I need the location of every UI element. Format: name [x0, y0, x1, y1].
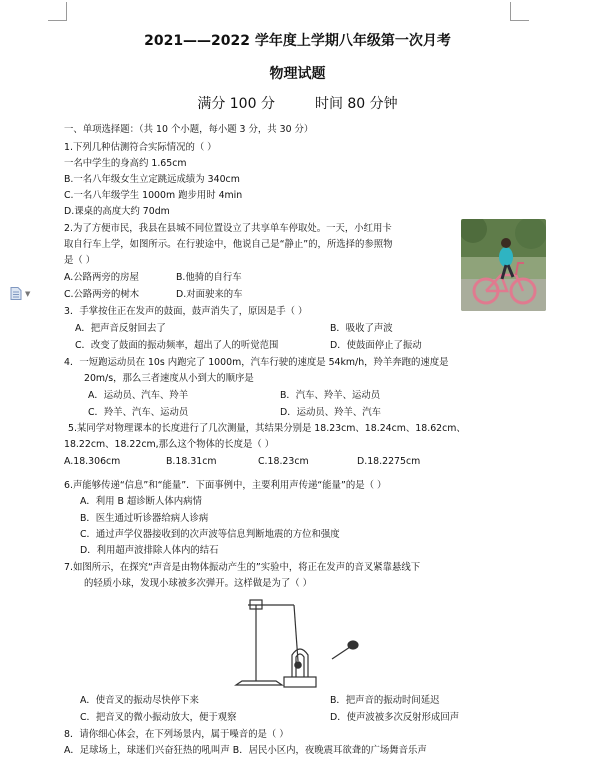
- q6-option: B．医生通过听诊器给病人诊病: [80, 513, 209, 524]
- q1-option: D.课桌的高度大约 70dm: [64, 206, 170, 217]
- exam-meta: [0, 93, 595, 113]
- q5-option: B.18.31cm: [166, 456, 217, 467]
- section-heading: 一、单项选择题：（共 10 个小题，每小题 3 分，共 30 分）: [64, 124, 314, 135]
- corner-mark-top-left: [48, 2, 67, 21]
- full-score: 满分 100 分: [197, 96, 275, 112]
- q2-option: B.他骑的自行车: [176, 272, 242, 283]
- q6-stem: 6.声能够传递“信息”和“能量”．下面事例中，主要利用声传递“能量”的是（ ）: [64, 480, 387, 491]
- q7-stem: 7.如图所示，在探究“声音是由物体振动产生的”实验中，将正在发声的音叉紧靠悬线下: [64, 562, 421, 573]
- chevron-down-icon[interactable]: ▼: [25, 290, 31, 298]
- q3-option: C．改变了鼓面的振动频率，超出了人的听觉范围: [75, 340, 279, 351]
- q5-option: A.18.306cm: [64, 456, 121, 467]
- document-icon[interactable]: [10, 287, 22, 300]
- q1-option: B.一名八年级女生立定跳远成绩为 340cm: [64, 174, 240, 185]
- cyclist-photo: [461, 219, 546, 311]
- q7-stem: 的轻质小球，发现小球被多次弹开。这样做是为了（ ）: [84, 578, 312, 589]
- q2-option: C.公路两旁的树木: [64, 289, 140, 300]
- q3-option: A．把声音反射回去了: [75, 323, 166, 334]
- q4-stem: 20m/s，那么三者速度从小到大的顺序是: [84, 373, 254, 384]
- q7-option: B．把声音的振动时间延迟: [330, 695, 440, 706]
- q5-option: D.18.2275cm: [357, 456, 421, 467]
- q1-option: 一名中学生的身高约 1.65cm: [64, 158, 187, 169]
- q1-option: C.一名八年级学生 1000m 跑步用时 4min: [64, 190, 243, 201]
- q4-option: A．运动员、汽车、羚羊: [88, 390, 189, 401]
- exam-time: 时间 80 分钟: [314, 96, 398, 112]
- q7-option: A．使音叉的振动尽快停下来: [80, 695, 199, 706]
- q4-option: C．羚羊、汽车、运动员: [88, 407, 189, 418]
- q4-stem: 4．一短跑运动员在 10s 内跑完了 1000m，汽车行驶的速度是 54km/h，羚羊奔跑的速度是: [64, 357, 449, 368]
- q2-option: D.对面驶来的车: [176, 289, 243, 300]
- q4-option: D．运动员、羚羊、汽车: [280, 407, 381, 418]
- q3-option: B．吸收了声波: [330, 323, 393, 334]
- q4-option: B．汽车、羚羊、运动员: [280, 390, 381, 401]
- exam-title: 2021——2022 学年度上学期八年级第一次月考: [144, 33, 451, 49]
- q3-option: D．使鼓面停止了振动: [330, 340, 422, 351]
- q7-option: C．把音叉的微小振动放大，便于观察: [80, 712, 237, 723]
- q5-stem: 5.某同学对物理课本的长度进行了几次测量，其结果分别是 18.23cm、18.24cm、18.62cm、: [68, 423, 466, 434]
- corner-mark-top-right: [510, 2, 529, 21]
- q5-option: C.18.23cm: [258, 456, 309, 467]
- q2-stem-line: 取自行车上学，如图所示。在行驶途中，他说自己是“静止”的，所选择的参照物: [64, 239, 393, 250]
- q8-option: A．足球场上，球迷们兴奋狂热的吼叫声 B．居民小区内，夜晚震耳欲聋的广场舞音乐声: [64, 745, 427, 756]
- tuning-fork-apparatus: [232, 593, 362, 693]
- q6-option: C．通过声学仪器接收到的次声波等信息判断地震的方位和强度: [80, 529, 340, 540]
- q2-stem-line: 2.为了方便市民，我县在县城不同位置设立了共享单车停取处。一天，小红用卡: [64, 223, 392, 234]
- q3-stem: 3．手掌按住正在发声的鼓面，鼓声消失了，原因是手（ ）: [64, 306, 308, 317]
- q2-stem-line: 是（ ）: [64, 255, 96, 266]
- q8-stem: 8．请你细心体会，在下列场景内，属于噪音的是（ ）: [64, 729, 289, 740]
- q7-option: D．使声波被多次反射形成回声: [330, 712, 460, 723]
- q6-option: D．利用超声波排除人体内的结石: [80, 545, 219, 556]
- q1-stem: 1.下列几种估测符合实际情况的（ ）: [64, 142, 217, 153]
- exam-subject: 物理试题: [269, 66, 326, 82]
- q2-option: A.公路两旁的房屋: [64, 272, 139, 283]
- q6-option: A．利用 B 超诊断人体内病情: [80, 496, 202, 507]
- q5-stem: 18.22cm、18.22cm,那么这个物体的长度是（ ）: [64, 439, 275, 450]
